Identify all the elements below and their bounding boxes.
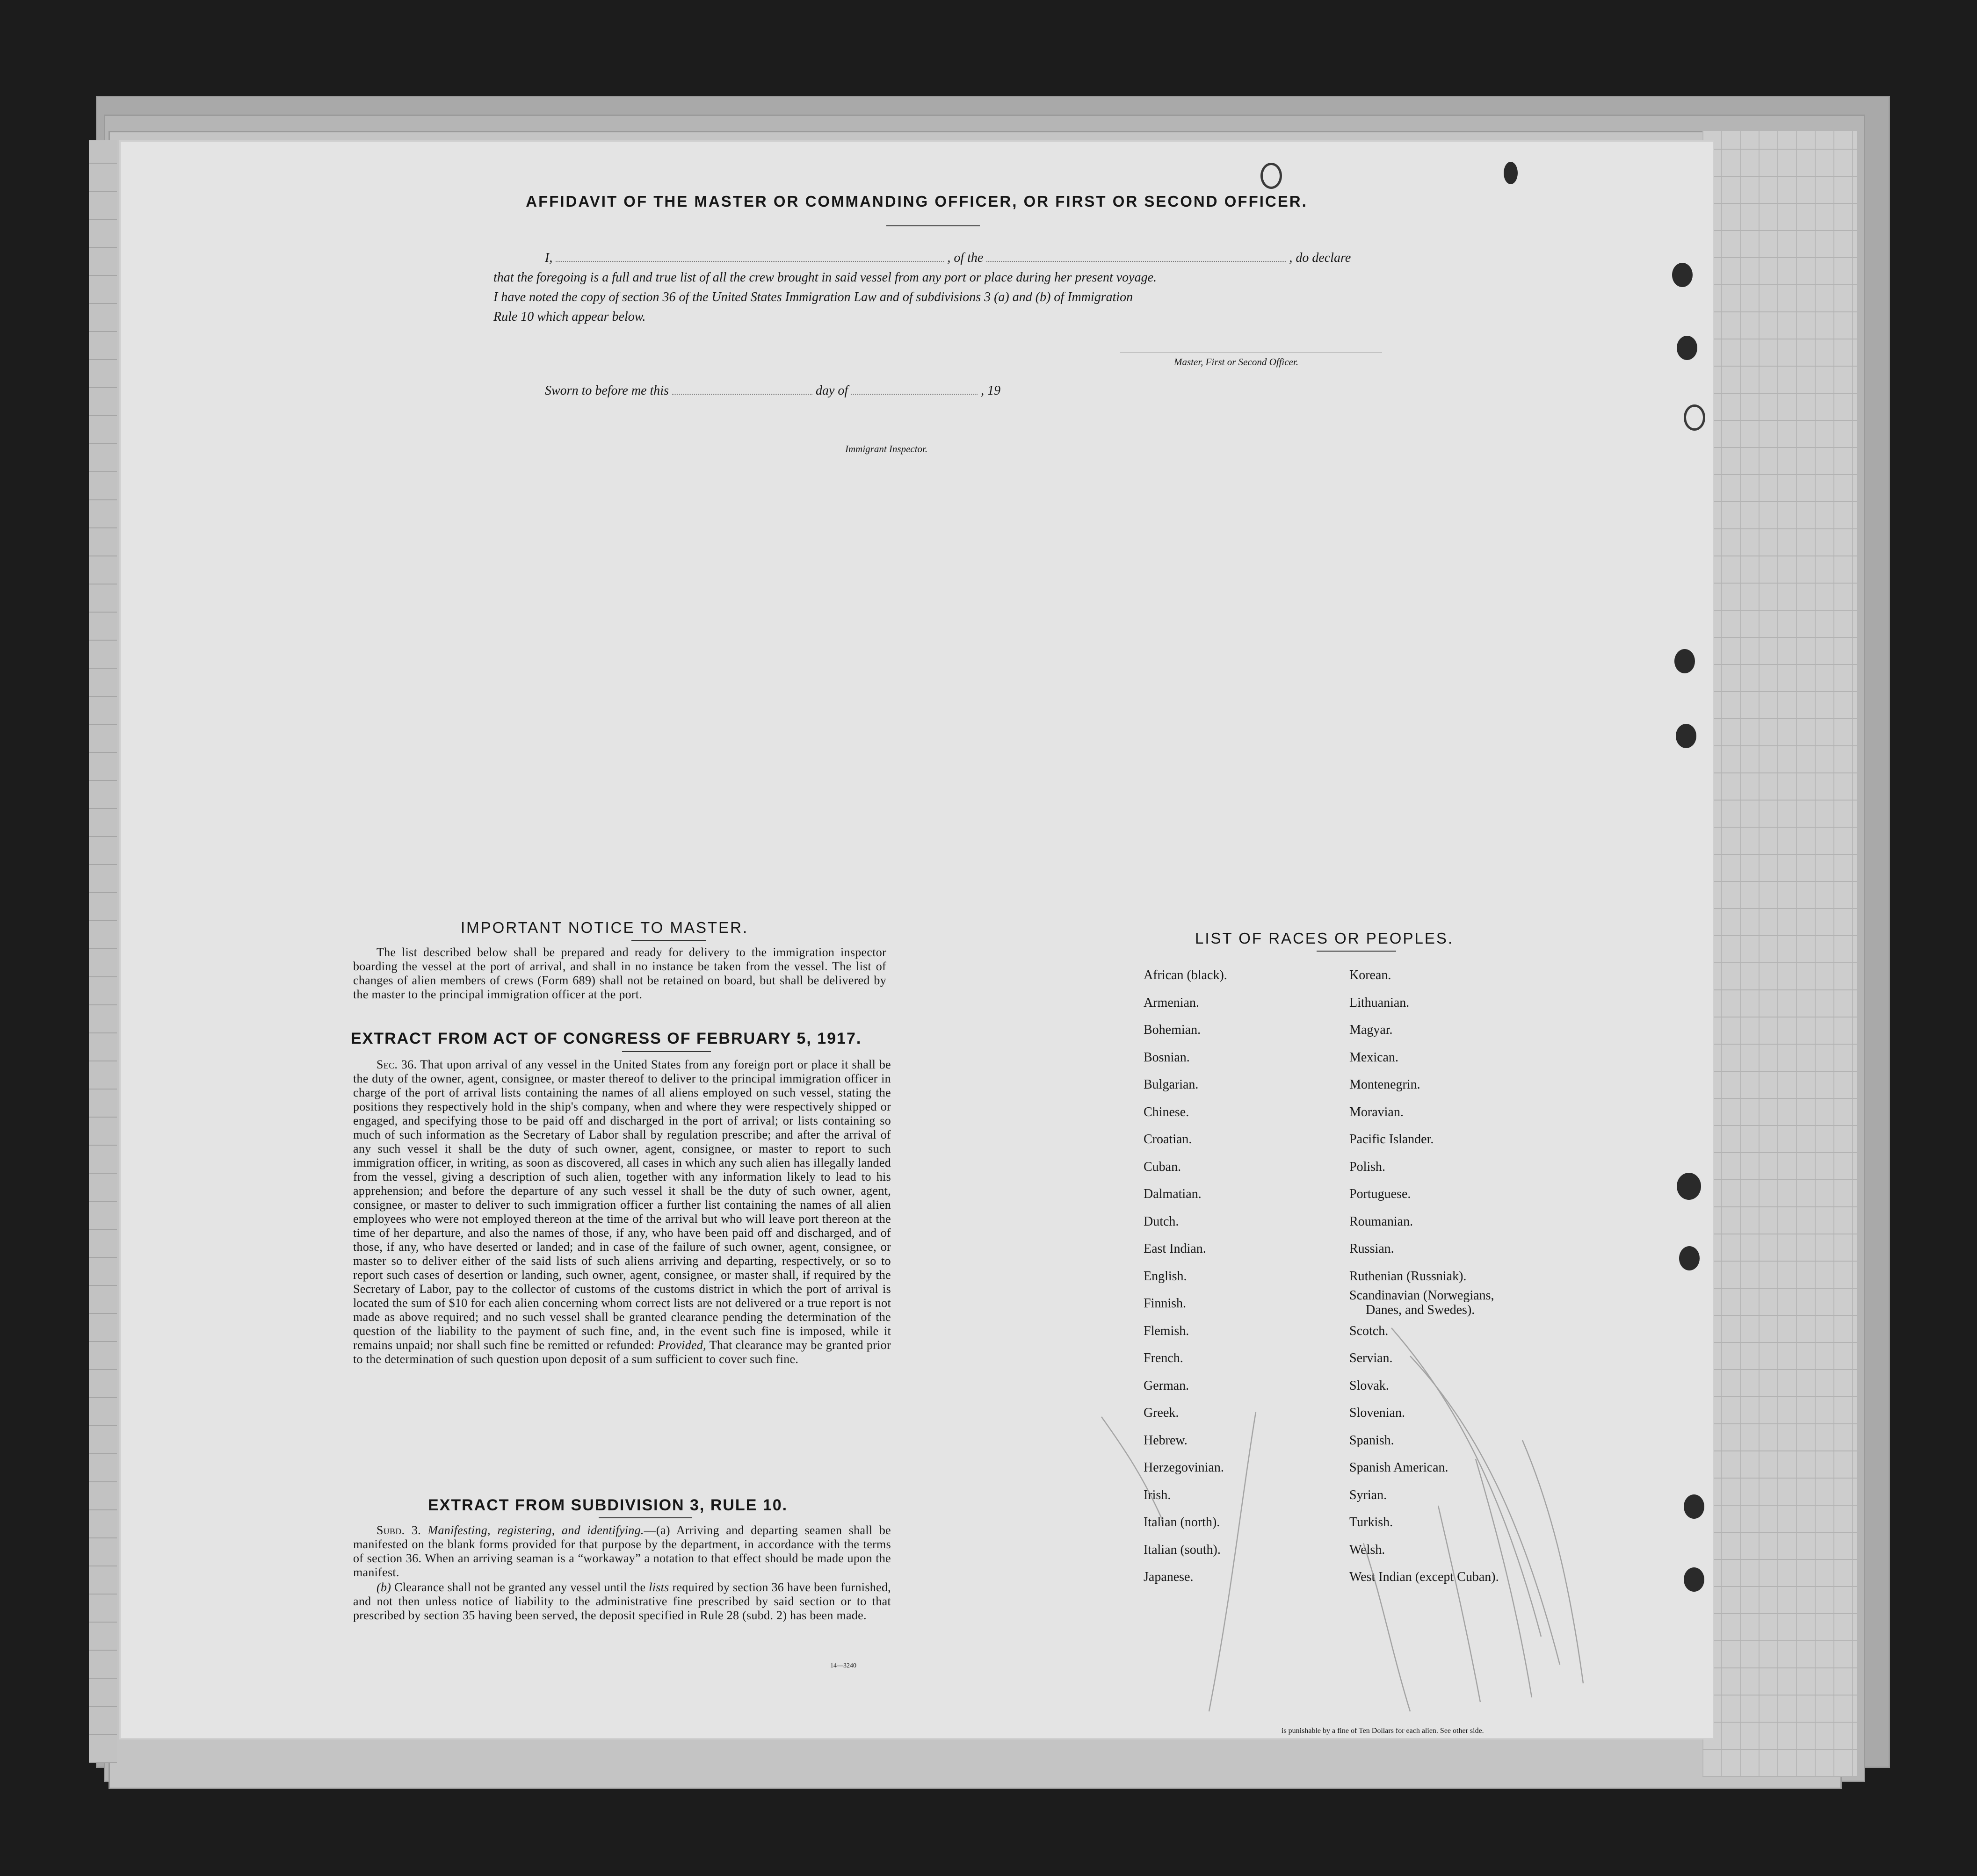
race-item: Magyar.	[1349, 1023, 1393, 1037]
race-item: Ruthenian (Russniak).	[1349, 1269, 1467, 1284]
race-item: Roumanian.	[1349, 1214, 1413, 1229]
race-item: Japanese.	[1144, 1570, 1194, 1584]
race-item: Welsh.	[1349, 1543, 1385, 1557]
sec-36-label: Sec. 36.	[377, 1058, 417, 1071]
sworn-year: , 19	[981, 383, 1001, 398]
race-item: East Indian.	[1144, 1241, 1206, 1256]
subd-3-body: —(a) Arriving and departing seamen shall be manifested on the blank forms provided for that purpose by the department, in accordance with the terms of section 36. When an arriving seaman is a “workaway” a notation to that effect should be made upon the manifest.	[353, 1523, 891, 1579]
race-item: Russian.	[1349, 1241, 1394, 1256]
inspector-caption: Immigrant Inspector.	[845, 443, 928, 455]
race-item: Finnish.	[1144, 1296, 1187, 1311]
race-item: Turkish.	[1349, 1515, 1393, 1530]
race-item: Bohemian.	[1144, 1023, 1201, 1037]
pencil-marks	[119, 140, 1714, 1739]
race-item: Danes, and Swedes).	[1366, 1303, 1475, 1317]
race-item: Armenian.	[1144, 996, 1199, 1010]
race-item: Pacific Islander.	[1349, 1132, 1434, 1147]
affidavit-title: AFFIDAVIT OF THE MASTER OR COMMANDING OFFICER, OR FIRST OR SECOND OFFICER.	[526, 193, 1308, 210]
race-item: Spanish American.	[1349, 1460, 1448, 1475]
race-item: Mexican.	[1349, 1050, 1398, 1065]
sec-36-provided: Provided,	[658, 1338, 706, 1352]
race-item: Slovak.	[1349, 1378, 1389, 1393]
subd-b-body-2: required by section 36 have been furnished, and not then unless notice of liability to the administrative fine prescribed by said section or to that prescribed by section 35 having been served, the deposit specified in Rule 28 (subd. 2) has been made.	[353, 1580, 891, 1622]
race-item: Flemish.	[1144, 1324, 1189, 1338]
notice-paragraph: The list described below shall be prepared and ready for delivery to the immigration inspector boarding the vessel at the port of arrival, and shall in no instance be taken from the vessel. The list of changes of alien members of crews (Form 689) shall not be retained on board, but shall be delivered by the master to the principal immigration officer at the port.	[353, 945, 886, 1001]
subd-3-title: Manifesting, registering, and identifying.	[427, 1523, 644, 1537]
race-item: Hebrew.	[1144, 1433, 1188, 1448]
race-item: Montenegrin.	[1349, 1077, 1420, 1092]
race-item: Croatian.	[1144, 1132, 1192, 1147]
affidavit-i: I,	[545, 251, 553, 265]
form-number: 14—3240	[830, 1662, 856, 1669]
underlying-sheet-left-edge	[89, 140, 117, 1763]
race-item: Irish.	[1144, 1488, 1171, 1502]
race-item: Servian.	[1349, 1351, 1393, 1365]
race-item: Dutch.	[1144, 1214, 1179, 1229]
race-item: Portuguese.	[1349, 1187, 1411, 1201]
race-item: French.	[1144, 1351, 1183, 1365]
notice-heading: IMPORTANT NOTICE TO MASTER.	[461, 919, 749, 936]
race-item: Syrian.	[1349, 1488, 1387, 1502]
rule-extract-heading: EXTRACT FROM SUBDIVISION 3, RULE 10.	[428, 1496, 788, 1514]
race-item: Polish.	[1349, 1160, 1386, 1174]
affidavit-line-3: I have noted the copy of section 36 of the United States Immigration Law and of subdivisions 3 (a) and (b) of Immigration	[493, 290, 1133, 304]
race-item: Scotch.	[1349, 1324, 1389, 1338]
race-item: Spanish.	[1349, 1433, 1394, 1448]
subd-b-label: (b)	[377, 1580, 391, 1594]
race-item: Korean.	[1349, 968, 1391, 982]
affidavit-line-2: that the foregoing is a full and true list of all the crew brought in said vessel from any port or place during her present voyage.	[493, 270, 1157, 285]
subd-3-label: Subd. 3.	[377, 1523, 421, 1537]
race-item: English.	[1144, 1269, 1187, 1284]
races-title: LIST OF RACES OR PEOPLES.	[1195, 930, 1454, 947]
act-extract-heading: EXTRACT FROM ACT OF CONGRESS OF FEBRUARY 5, 1917.	[351, 1030, 862, 1047]
race-item: Scandinavian (Norwegians,	[1349, 1288, 1494, 1303]
race-item: German.	[1144, 1378, 1189, 1393]
affidavit-declare: , do declare	[1289, 251, 1351, 265]
affidavit-sheet	[119, 140, 1714, 1739]
sworn-prefix: Sworn to before me this	[545, 383, 669, 398]
race-item: African (black).	[1144, 968, 1227, 982]
affidavit-of-the: , of the	[947, 251, 984, 265]
race-item: Greek.	[1144, 1406, 1179, 1420]
sec-36-body-end: That clearance may be granted prior to the determination of such question upon deposit of a sum sufficient to cover such fine.	[353, 1338, 891, 1366]
underlying-sheet-right-edge	[1702, 131, 1857, 1777]
subd-b-lists: lists	[649, 1580, 669, 1594]
footer-note: is punishable by a fine of Ten Dollars for each alien. See other side.	[1282, 1727, 1484, 1735]
race-item: Bulgarian.	[1144, 1077, 1199, 1092]
race-item: Italian (north).	[1144, 1515, 1220, 1530]
affidavit-line-4: Rule 10 which appear below.	[493, 310, 646, 324]
race-item: Chinese.	[1144, 1105, 1189, 1119]
race-item: Bosnian.	[1144, 1050, 1190, 1065]
race-item: Herzegovinian.	[1144, 1460, 1224, 1475]
race-item: Dalmatian.	[1144, 1187, 1202, 1201]
race-item: West Indian (except Cuban).	[1349, 1570, 1499, 1584]
race-item: Moravian.	[1349, 1105, 1404, 1119]
sworn-day: day of	[815, 383, 848, 398]
race-item: Italian (south).	[1144, 1543, 1221, 1557]
race-item: Cuban.	[1144, 1160, 1181, 1174]
race-item: Slovenian.	[1349, 1406, 1405, 1420]
sec-36-body: That upon arrival of any vessel in the United States from any foreign port or place it shall be the duty of the owner, agent, consignee, or master thereof to deliver to the principal immigration officer in charge of the port of arrival lists containing the names of all aliens employed on such vessel, stating the positions they respectively hold in the ship's company, when and where they were respectively shipped or engaged, and specifying those to be paid off and discharged in the port of arrival; or lists containing so much of such information as the Secretary of Labor shall by regulation prescribe; and after the arrival of any such vessel it shall be the duty of such owner, agent, consignee, or master to report to such immigration officer, in writing, as soon as discovered, all cases in which any such alien has illegally landed from the vessel, giving a description of such alien, together with any information likely to lead to his apprehension; and before the departure of any such vessel it shall be the duty of such owner, agent, consignee, or master to deliver to such immigration officer a further list containing the names of all alien employees who were not employed thereon at the time of the arrival but who will leave port thereon at the time of her departure, and also the names of those, if any, who have been paid off and discharged, and of those, if any, who have deserted or landed; and in case of the failure of such owner, agent, consignee, or master so to deliver either of the said lists of such aliens arriving and departing, respectively, or so to report such cases of desertion or landing, such owner, agent, consignee, or master shall, if required by the Secretary of Labor, pay to the collector of customs of the customs district in which the port of arrival is located the sum of $10 for each alien concerning whom correct lists are not delivered or a true report is not made as above required; and no such vessel shall be granted clearance pending the determination of the question of the liability to the payment of such fine, and, in the event such fine is imposed, while it remains unpaid; nor shall such fine be remitted or refunded:	[353, 1058, 891, 1352]
race-item: Lithuanian.	[1349, 996, 1410, 1010]
subd-b-body-1: Clearance shall not be granted any vessel until the	[394, 1580, 646, 1594]
master-signature-caption: Master, First or Second Officer.	[1174, 356, 1298, 368]
